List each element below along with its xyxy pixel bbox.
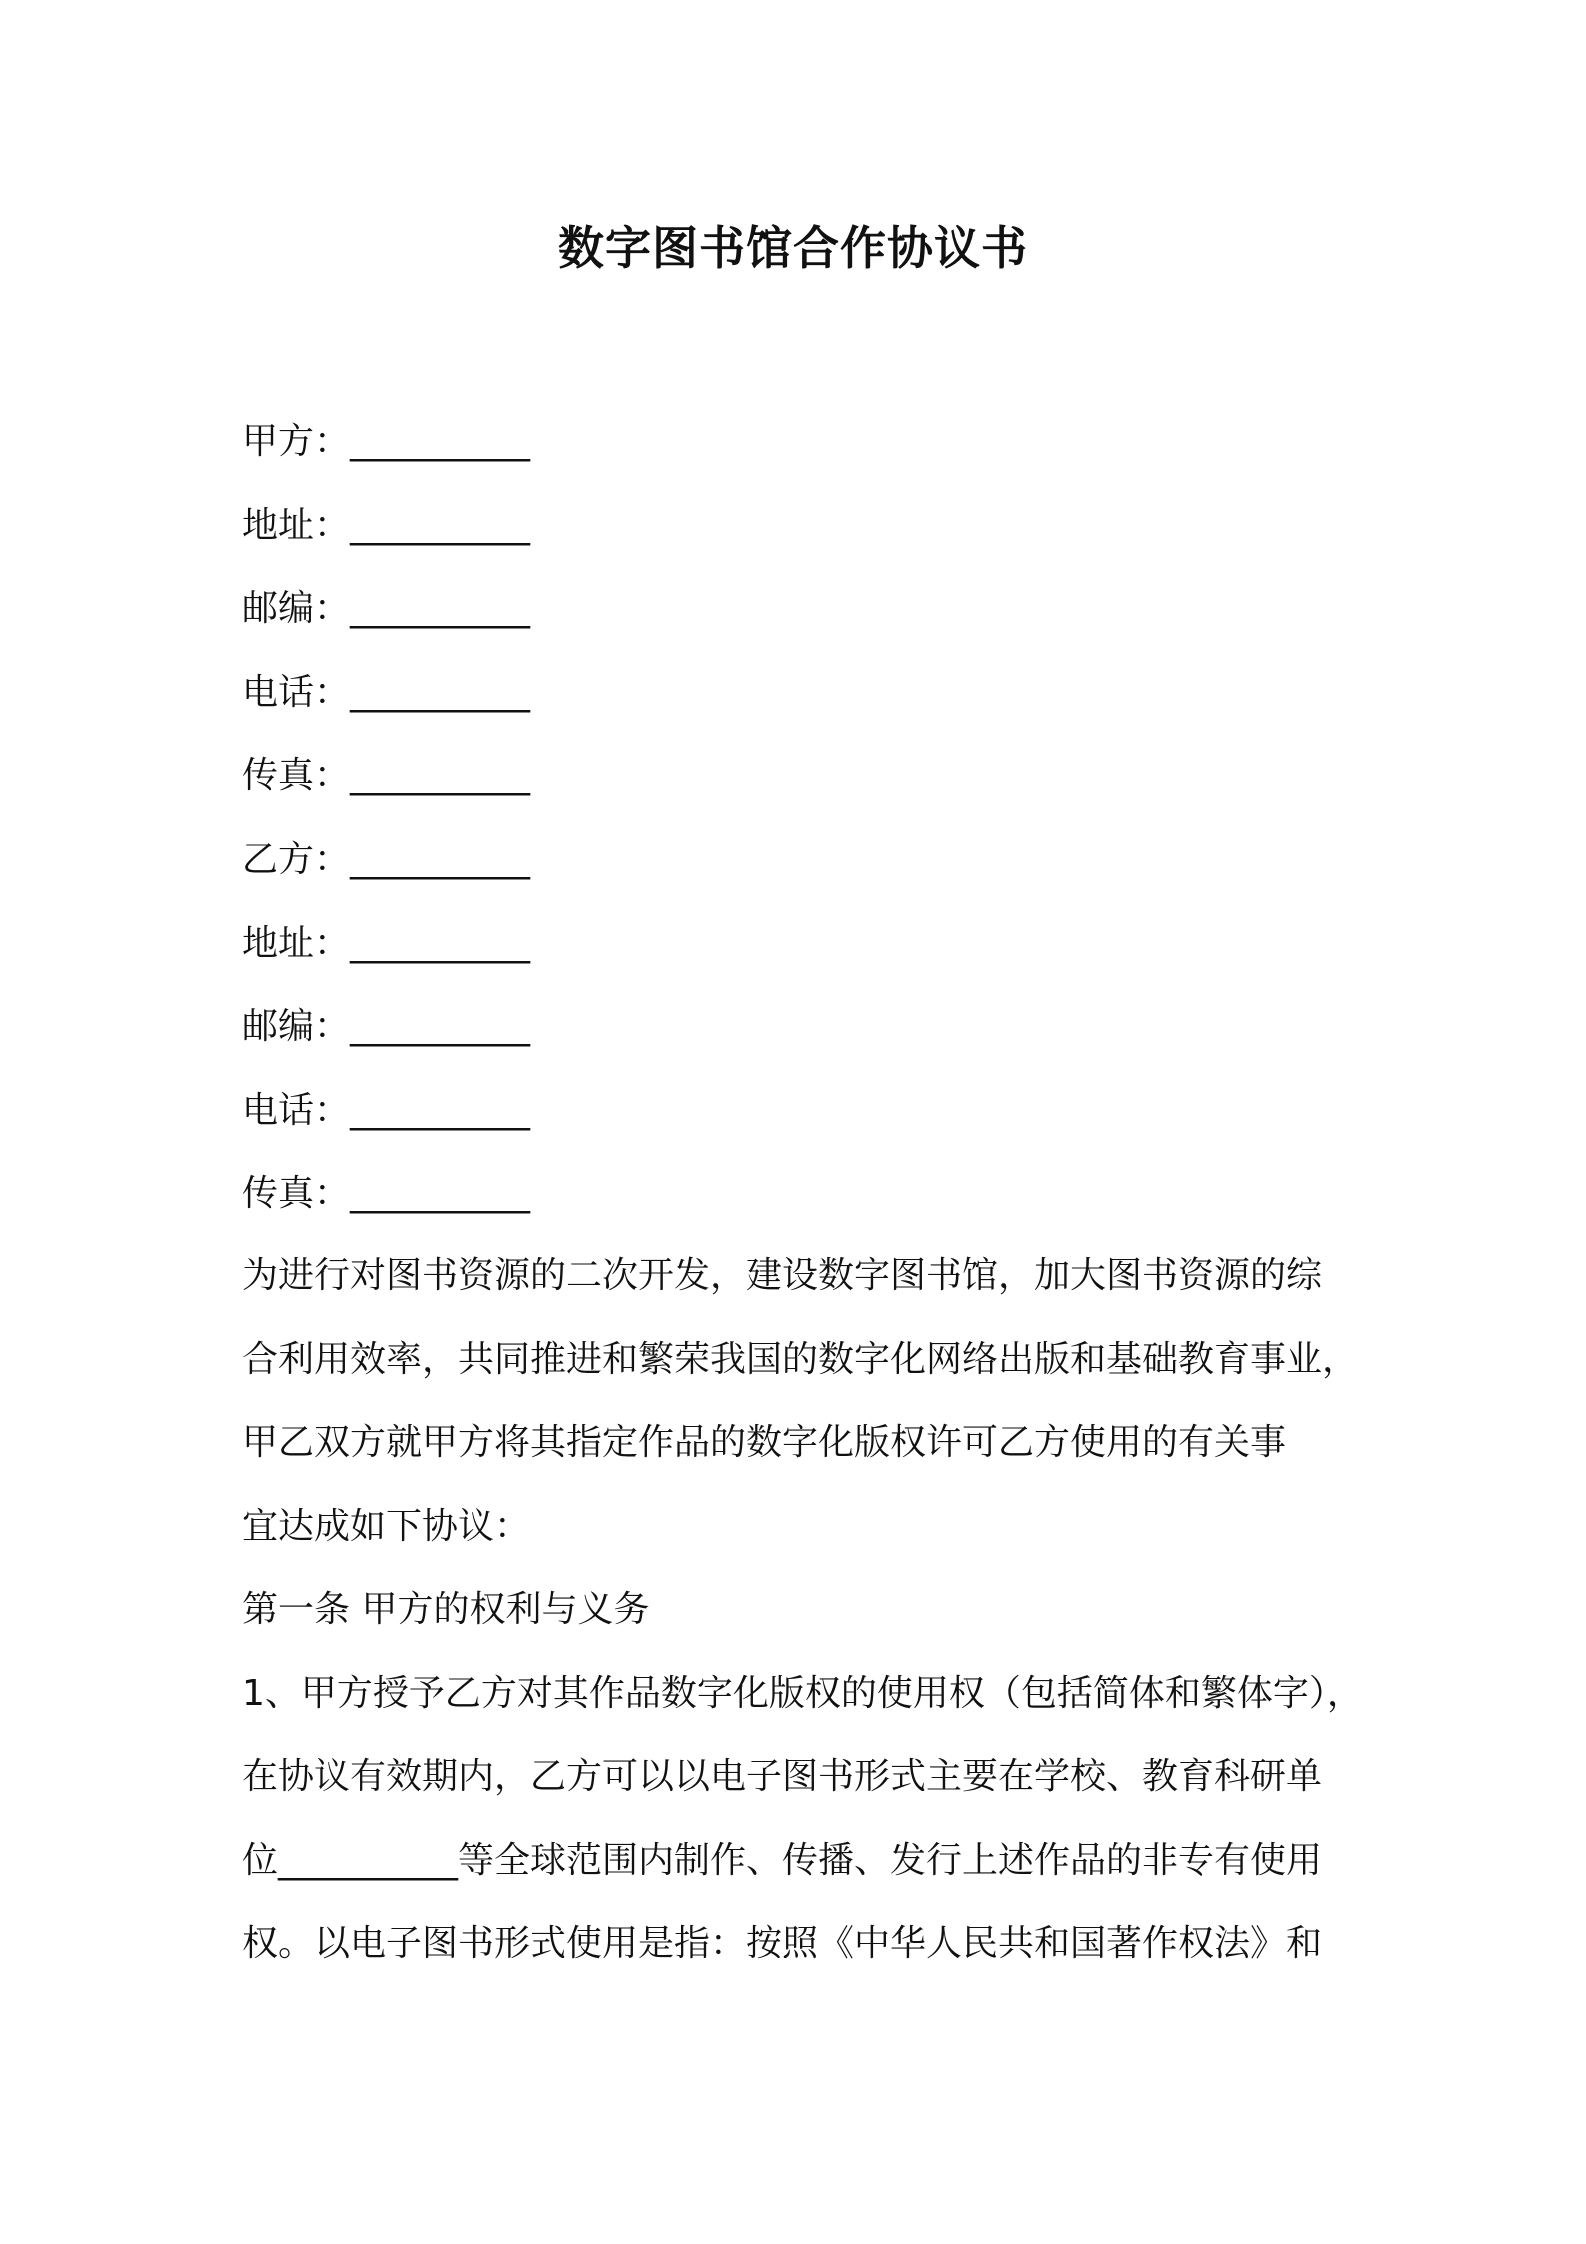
body-line: 为进行对图书资源的二次开发，建设数字图书馆，加大图书资源的综	[242, 1255, 1323, 1296]
body-line: 位__________等全球范围内制作、传播、发行上述作品的非专有使用	[242, 1839, 1323, 1881]
body-line: 甲乙双方就甲方将其指定作品的数字化版权许可乙方使用的有关事	[242, 1422, 1287, 1463]
party-b-postcode-field: 邮编：__________	[242, 1006, 531, 1048]
party-a-phone-field: 电话：__________	[242, 671, 531, 713]
body-line: 合利用效率，共同推进和繁荣我国的数字化网络出版和基础教育事业，	[242, 1338, 1359, 1380]
document-title: 数字图书馆合作协议书	[558, 221, 1028, 275]
party-b-phone-field: 电话：__________	[242, 1089, 531, 1131]
party-b-fax-field: 传真：__________	[242, 1173, 531, 1215]
agreement-body	[242, 1234, 1382, 1986]
party-b-field: 乙方：__________	[242, 838, 531, 880]
party-a-address-field: 地址：__________	[242, 504, 531, 546]
body-line: 1、甲方授予乙方对其作品数字化版权的使用权（包括简体和繁体字），	[242, 1672, 1363, 1714]
article-heading: 第一条 甲方的权利与义务	[242, 1589, 650, 1630]
party-info-fields	[242, 400, 1392, 1236]
body-line: 权。以电子图书形式使用是指：按照《中华人民共和国著作权法》和	[242, 1923, 1323, 1964]
party-a-postcode-field: 邮编：__________	[242, 588, 531, 630]
party-b-address-field: 地址：__________	[242, 922, 531, 964]
party-a-fax-field: 传真：__________	[242, 755, 531, 797]
body-line: 在协议有效期内，乙方可以以电子图书形式主要在学校、教育科研单	[242, 1756, 1323, 1797]
body-line: 宜达成如下协议：	[242, 1505, 531, 1547]
party-a-field: 甲方：__________	[242, 421, 531, 462]
